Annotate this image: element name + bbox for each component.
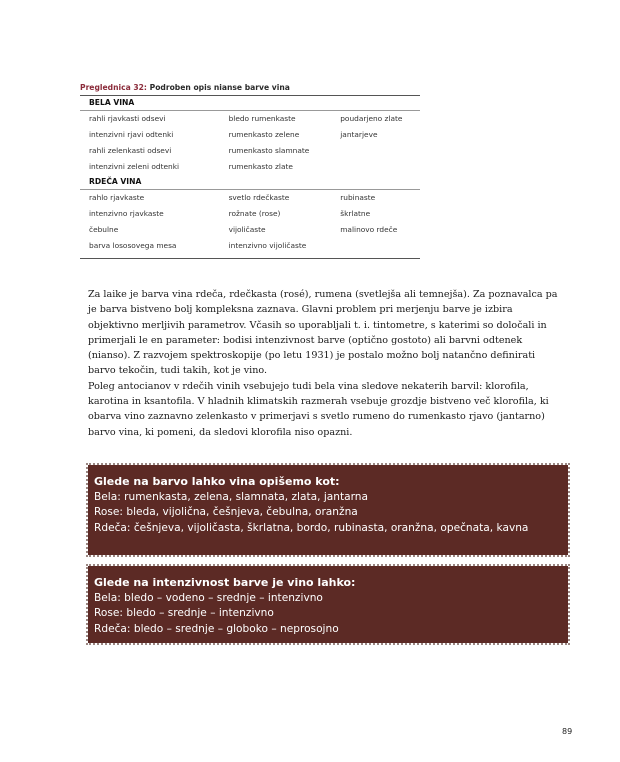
color-box-line: Rdeča: češnjeva, vijoličasta, škrlatna, bordo, rubinasta, oranžna, opečnata, kavna (94, 521, 529, 534)
table-cell: barva lososovega mesa (89, 241, 177, 250)
table-row (80, 127, 420, 143)
paragraph-white-wine-pigments: Poleg antocianov v rdečih vinih vsebujejo tudi bela vina sledove nekaterih barvil: klorofila, karotina in ksantofila. V hladnih klimatskih razmerah vsebuje grozdje bistveno več klorofila, ki obarva vino zaznavno zelenkasto v primerjavi s svetlo rumeno do rumenkasto rjavo (jantarno) barvo vina, ki pomeni, da sledovi klorofila niso opazni. (88, 380, 549, 438)
intensity-box-line: Bela: bledo – vodeno – srednje – intenzivno (94, 591, 323, 604)
table-row (80, 143, 420, 159)
table-caption (80, 83, 290, 92)
table-caption-title: Podroben opis nianse barve vina (149, 83, 290, 92)
table-row (80, 206, 420, 222)
table-cell: čebulne (89, 225, 119, 234)
color-description-box (88, 465, 568, 555)
table-cell: škrlatne (340, 209, 371, 218)
table-section-heading-red: RDEČA VINA (80, 175, 420, 190)
table-cell: rahli rjavkasti odsevi (89, 114, 166, 123)
table-cell: vijoličaste (228, 225, 266, 234)
page-number: 89 (562, 727, 573, 736)
color-box-line: Rose: bleda, vijolična, češnjeva, čebulna, oranžna (94, 506, 358, 518)
table-cell: rumenkasto zlate (228, 162, 293, 171)
table-cell: intenzivno rjavkaste (89, 209, 164, 218)
table-cell (340, 238, 420, 254)
table-section-heading-white: BELA VINA (80, 96, 420, 111)
wine-color-table (80, 95, 420, 259)
table-cell: bledo rumenkaste (228, 114, 296, 123)
table-row (80, 238, 420, 254)
intensity-box-title: Glede na intenzivnost barve je vino lahko: (94, 576, 356, 589)
table-cell (340, 143, 420, 159)
table-cell (340, 159, 420, 175)
table-cell: intenzivni zeleni odtenki (89, 162, 180, 171)
table-caption-label: Preglednica 32: (80, 83, 147, 92)
paragraph-color-perception: Za laike je barva vina rdeča, rdečkasta (rosé), rumena (svetlejša ali temnejša). Za poznavalca pa je barva bistveno bolj kompleksna zaznava. Glavni problem pri merjenju barve je izbira objektivno merljivih parametrov. Včasih so uporabljali t. i. tintometre, s katerimi so določali in primerjali le en parameter: bodisi intenzivnost barve (optično gostoto) ali barvni odtenek (nianso). Z razvojem spektroskopije (po letu 1931) je postalo možno bolj natančno definirati barvo tekočin, tudi takih, kot je vino. (88, 289, 558, 377)
table-cell: svetlo rdečkaste (228, 193, 290, 202)
table-cell: poudarjeno zlate (340, 114, 403, 123)
color-box-title: Glede na barvo lahko vina opišemo kot: (94, 475, 340, 488)
table-cell: rahlo rjavkaste (89, 193, 145, 202)
table-cell: malinovo rdeče (340, 225, 398, 234)
table-row (80, 111, 420, 127)
intensity-box-line: Rdeča: bledo – srednje – globoko – neprosojno (94, 622, 339, 635)
table-row (80, 190, 420, 206)
table-row (80, 159, 420, 175)
color-box-line: Bela: rumenkasta, zelena, slamnata, zlata, jantarna (94, 490, 369, 503)
table-cell: rahli zelenkasti odsevi (89, 146, 172, 155)
table-cell: jantarjeve (340, 130, 378, 139)
table-row (80, 222, 420, 238)
table-cell: rumenkasto zelene (228, 130, 300, 139)
intensity-description-box (88, 566, 568, 643)
table-cell: rumenkasto slamnate (228, 146, 310, 155)
table-cell: rubinaste (340, 193, 376, 202)
table-cell: intenzivni rjavi odtenki (89, 130, 174, 139)
intensity-box-line: Rose: bledo – srednje – intenzivno (94, 607, 274, 619)
table-cell: rožnate (rose) (228, 209, 281, 218)
table-bottom-rule (80, 258, 420, 259)
body-text (88, 287, 564, 440)
table-cell: intenzivno vijoličaste (228, 241, 307, 250)
